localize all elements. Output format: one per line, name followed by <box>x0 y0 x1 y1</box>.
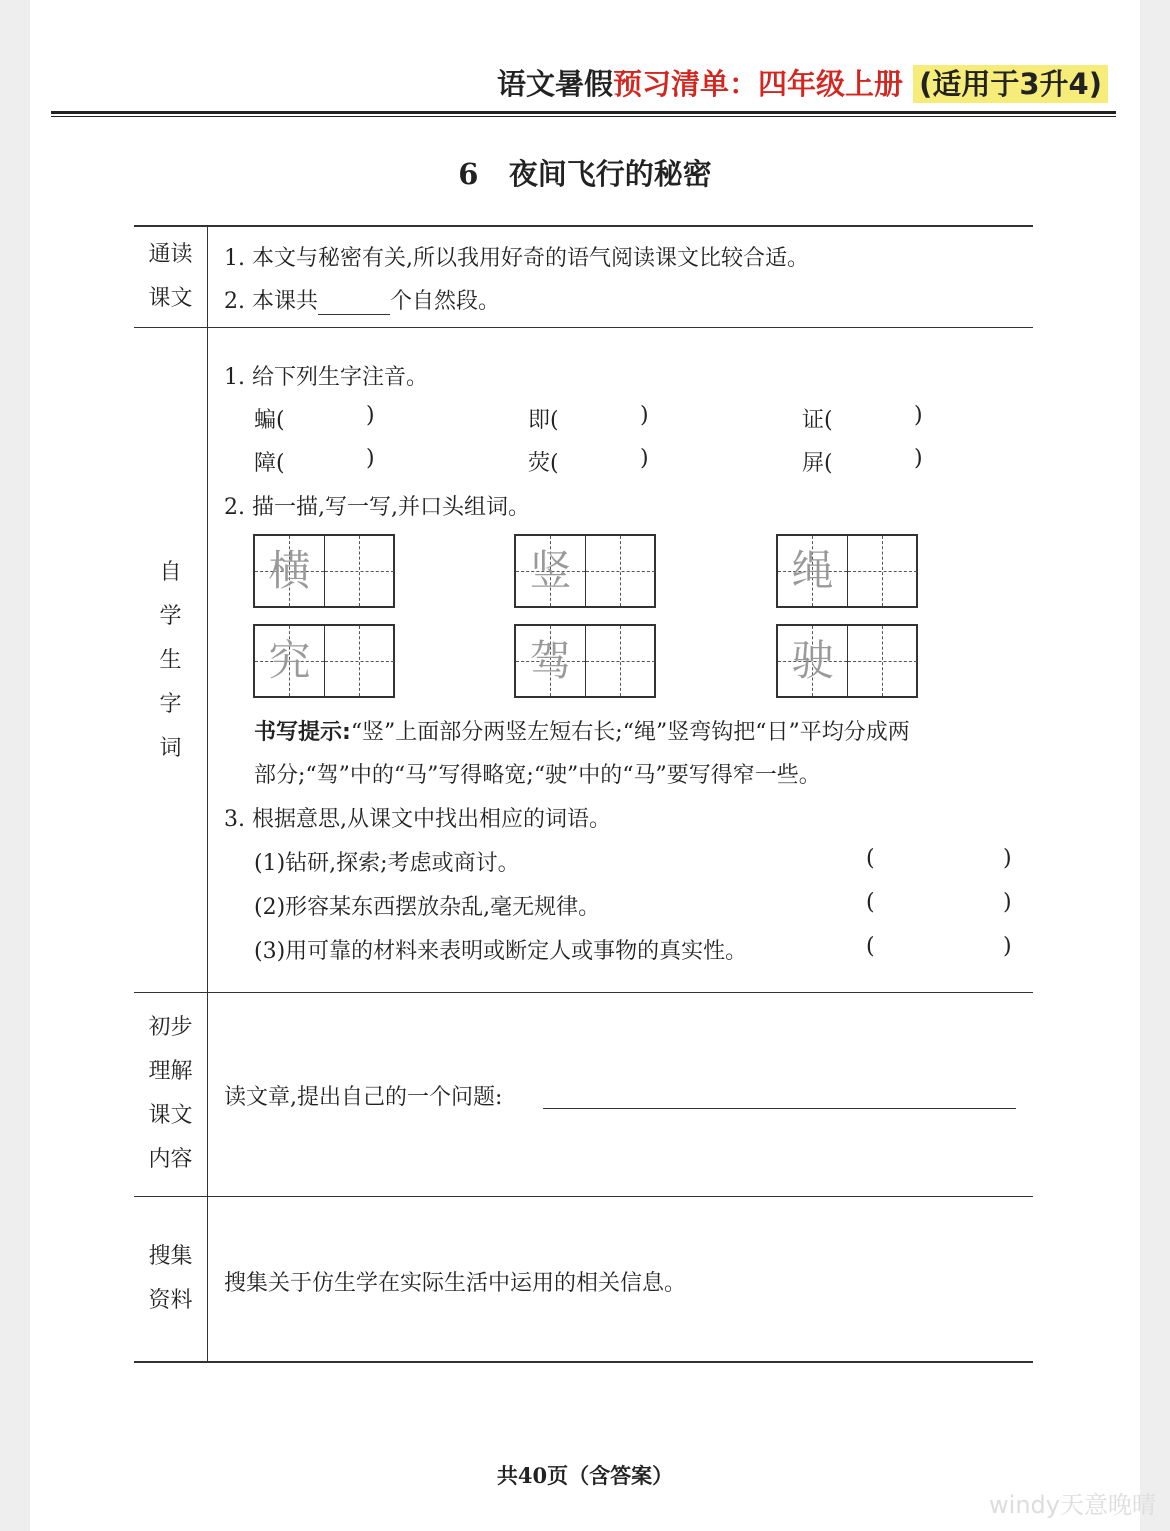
label-collect: 搜集 资料 <box>148 1244 193 1313</box>
tian-grid-box[interactable] <box>514 624 656 698</box>
q3-item: (2)形容某东西摆放杂乱,毫无规律。 <box>254 895 601 920</box>
write-cell[interactable] <box>586 626 655 696</box>
q3-item: (1)钻研,探索;考虑或商讨。 <box>254 851 520 876</box>
write-cell[interactable] <box>586 536 655 606</box>
paren: ) <box>1003 890 1012 915</box>
table-border <box>134 1361 1033 1363</box>
q3-item: (3)用可靠的材料来表明或断定人或事物的真实性。 <box>254 939 748 964</box>
write-cell[interactable] <box>325 626 394 696</box>
answer-paren[interactable]: ( <box>866 934 875 959</box>
label-self-study: 自 学 生 字 词 <box>159 560 182 761</box>
tian-grid-box[interactable] <box>776 534 918 608</box>
writing-tip: 书写提示:“竖”上面部分两竖左短右长;“绳”竖弯钩把“日”平均分成两 <box>254 720 910 745</box>
trace-character: 究 <box>268 636 311 685</box>
label-read-text: 通读 课文 <box>148 242 193 311</box>
row-divider <box>134 1196 1033 1197</box>
paren: ) <box>366 403 375 428</box>
pinyin-item: 屏( <box>802 451 833 476</box>
label-understand: 初步 理解 课文 内容 <box>148 1015 193 1172</box>
paren: ) <box>1003 846 1012 871</box>
table-border <box>134 225 1033 227</box>
question-answer-line[interactable] <box>543 1108 1016 1109</box>
header-grade-badge: (适用于3升4) <box>913 65 1108 103</box>
watermark: windy天意晚晴 <box>989 1491 1156 1519</box>
paragraph-count-blank[interactable] <box>318 289 390 315</box>
row-divider <box>134 327 1033 328</box>
pinyin-item: 证( <box>802 408 833 433</box>
paren: ) <box>366 446 375 471</box>
read-item-1: 1. 本文与秘密有关,所以我用好奇的语气阅读课文比较合适。 <box>224 246 809 271</box>
paren: ) <box>640 403 649 428</box>
lesson-number: 6 <box>458 157 479 191</box>
paren: ) <box>1003 934 1012 959</box>
question-3: 3. 根据意思,从课文中找出相应的词语。 <box>224 807 611 832</box>
write-cell[interactable] <box>325 536 394 606</box>
trace-character: 驶 <box>791 636 834 685</box>
header-subtitle: 预习清单：四年级上册 <box>613 67 904 101</box>
column-divider <box>207 226 208 1362</box>
write-cell[interactable] <box>848 536 917 606</box>
paren: ) <box>914 403 923 428</box>
read-item-2: 2. 本课共 个自然段。 <box>224 289 500 314</box>
answer-paren[interactable]: ( <box>866 890 875 915</box>
tian-grid-box[interactable] <box>776 624 918 698</box>
row-divider <box>134 992 1033 993</box>
tian-grid-box[interactable] <box>514 534 656 608</box>
pinyin-item: 荧( <box>528 451 559 476</box>
question-1: 1. 给下列生字注音。 <box>224 365 428 390</box>
answer-paren[interactable]: ( <box>866 846 875 871</box>
tian-grid-box[interactable] <box>253 534 395 608</box>
header-title: 语文暑假 <box>496 67 613 101</box>
write-cell[interactable] <box>848 626 917 696</box>
writing-tip-line2: 部分;“驾”中的“马”写得略宽;“驶”中的“马”要写得窄一些。 <box>254 763 821 788</box>
question-2: 2. 描一描,写一写,并口头组词。 <box>224 495 530 520</box>
header-rule-thin <box>51 116 1116 117</box>
trace-character: 竖 <box>529 546 572 595</box>
trace-character: 驾 <box>529 636 572 685</box>
trace-character: 横 <box>268 546 311 595</box>
header <box>497 62 1108 103</box>
pinyin-item: 蝙( <box>254 408 285 433</box>
header-rule <box>51 111 1116 114</box>
trace-character: 绳 <box>791 546 834 595</box>
understand-prompt: 读文章,提出自己的一个问题: <box>224 1085 503 1110</box>
paren: ) <box>914 446 923 471</box>
tian-grid-box[interactable] <box>253 624 395 698</box>
pinyin-item: 障( <box>254 451 285 476</box>
lesson-title <box>0 152 1170 193</box>
paren: ) <box>640 446 649 471</box>
pinyin-item: 即( <box>528 408 559 433</box>
collect-prompt: 搜集关于仿生学在实际生活中运用的相关信息。 <box>224 1271 687 1296</box>
lesson-name: 夜间飞行的秘密 <box>508 157 712 191</box>
page-footer: 共40页（含答案） <box>496 1463 674 1488</box>
